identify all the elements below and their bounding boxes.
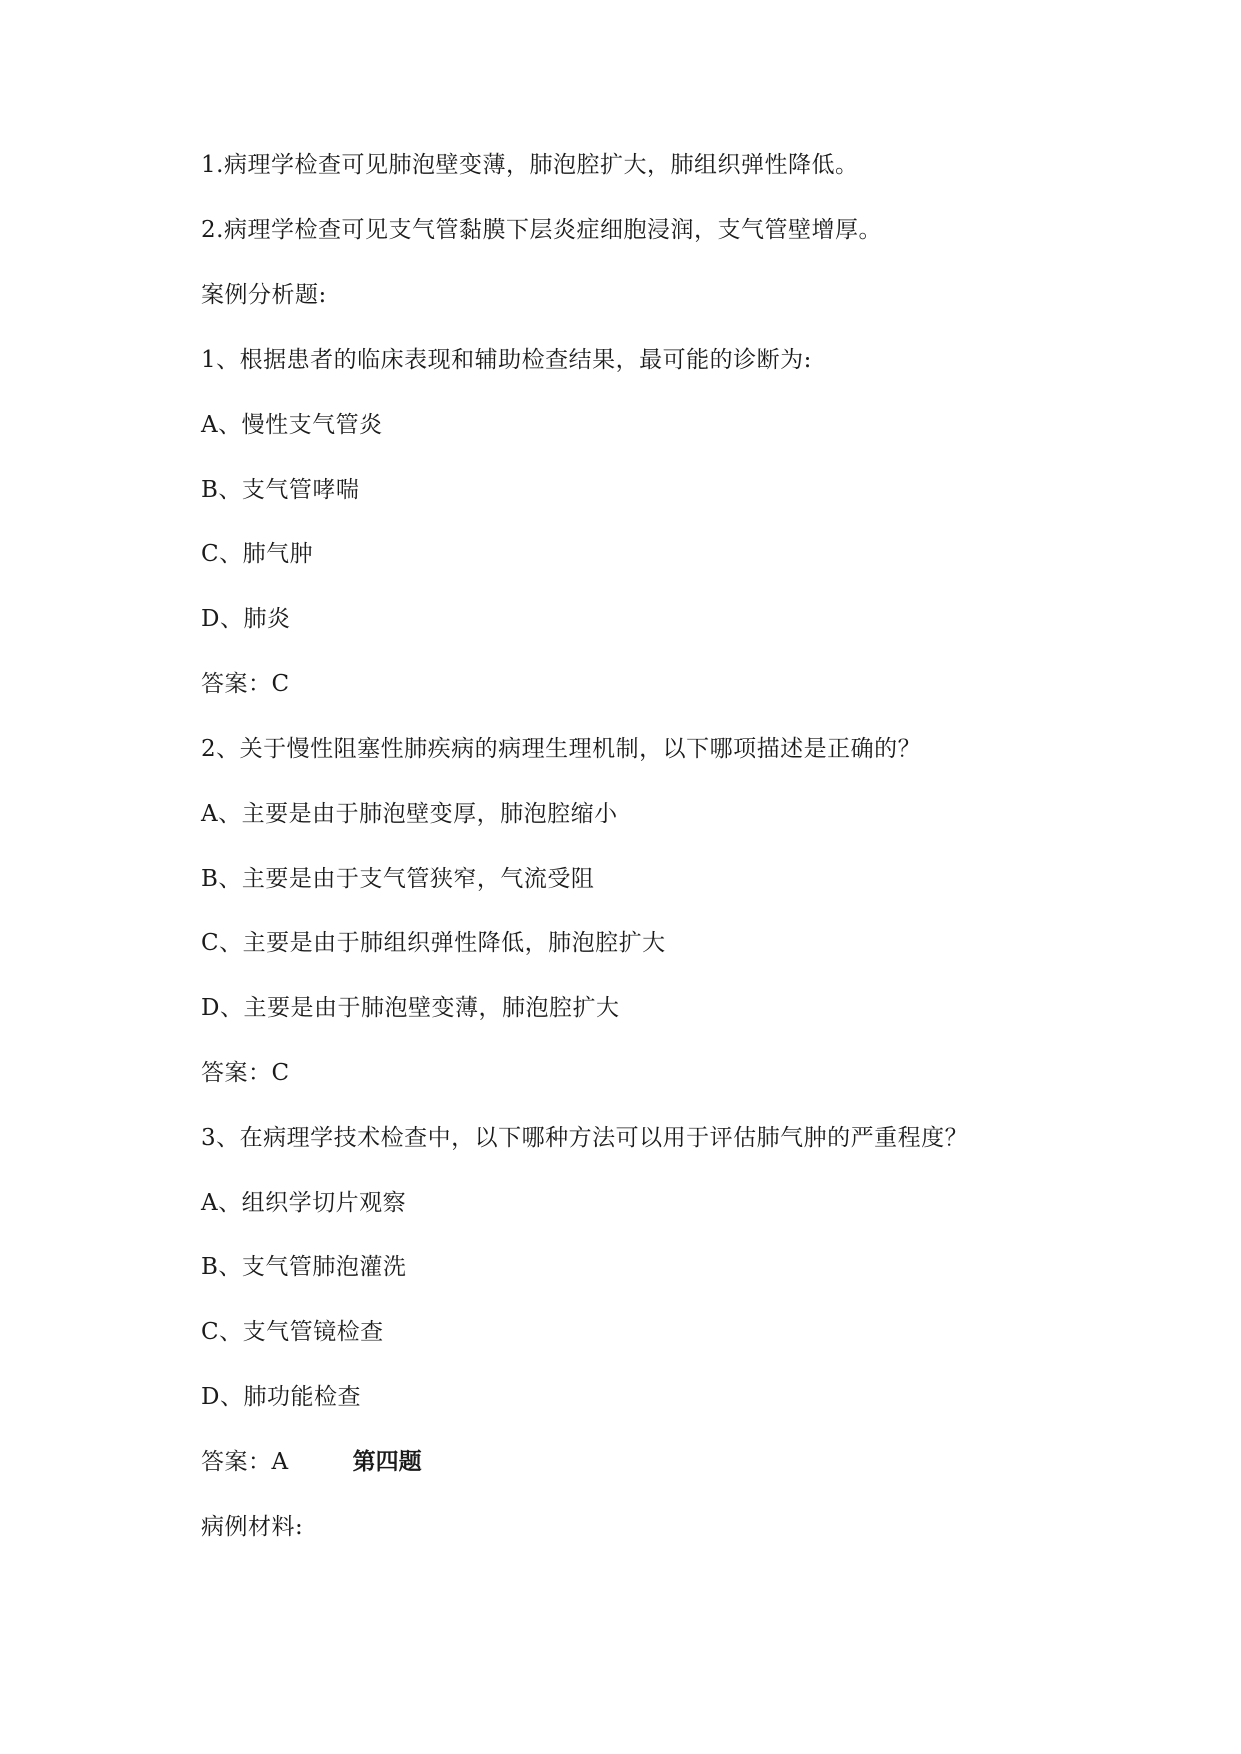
question-3-option-a: A、组织学切片观察 [201, 1190, 407, 1216]
question-1: 1、根据患者的临床表现和辅助检查结果，最可能的诊断为: [201, 347, 812, 373]
question-3: 3、在病理学技术检查中，以下哪种方法可以用于评估肺气肿的严重程度？ [201, 1125, 969, 1151]
question-2-answer: 答案：C [201, 1060, 290, 1086]
question-3-answer: 答案：A [201, 1449, 289, 1475]
section-heading-fourth-question: 第四题 [352, 1449, 422, 1475]
question-2: 2、关于慢性阻塞性肺疾病的病理生理机制，以下哪项描述是正确的？ [201, 736, 922, 762]
question-2-option-c: C、主要是由于肺组织弹性降低，肺泡腔扩大 [201, 930, 666, 956]
question-1-answer: 答案：C [201, 671, 290, 697]
question-1-option-d: D、肺炎 [201, 606, 291, 632]
question-2-option-d: D、主要是由于肺泡壁变薄，肺泡腔扩大 [201, 995, 620, 1021]
question-1-option-c: C、肺气肿 [201, 541, 314, 567]
question-3-option-c: C、支气管镜检查 [201, 1319, 384, 1345]
question-3-option-b: B、支气管肺泡灌洗 [201, 1254, 407, 1280]
pathology-finding-2: 2.病理学检查可见支气管黏膜下层炎症细胞浸润，支气管壁增厚。 [201, 217, 882, 243]
question-1-option-b: B、支气管哮喘 [201, 477, 360, 503]
pathology-finding-1: 1.病理学检查可见肺泡壁变薄，肺泡腔扩大，肺组织弹性降低。 [201, 152, 859, 178]
case-analysis-heading: 案例分析题: [201, 282, 327, 308]
case-material-label: 病例材料: [201, 1514, 304, 1540]
question-3-answer-row [201, 1447, 422, 1477]
question-2-option-a: A、主要是由于肺泡壁变厚，肺泡腔缩小 [201, 801, 618, 827]
question-3-option-d: D、肺功能检查 [201, 1384, 361, 1410]
question-1-option-a: A、慢性支气管炎 [201, 412, 383, 438]
question-2-option-b: B、主要是由于支气管狭窄，气流受阻 [201, 866, 595, 892]
